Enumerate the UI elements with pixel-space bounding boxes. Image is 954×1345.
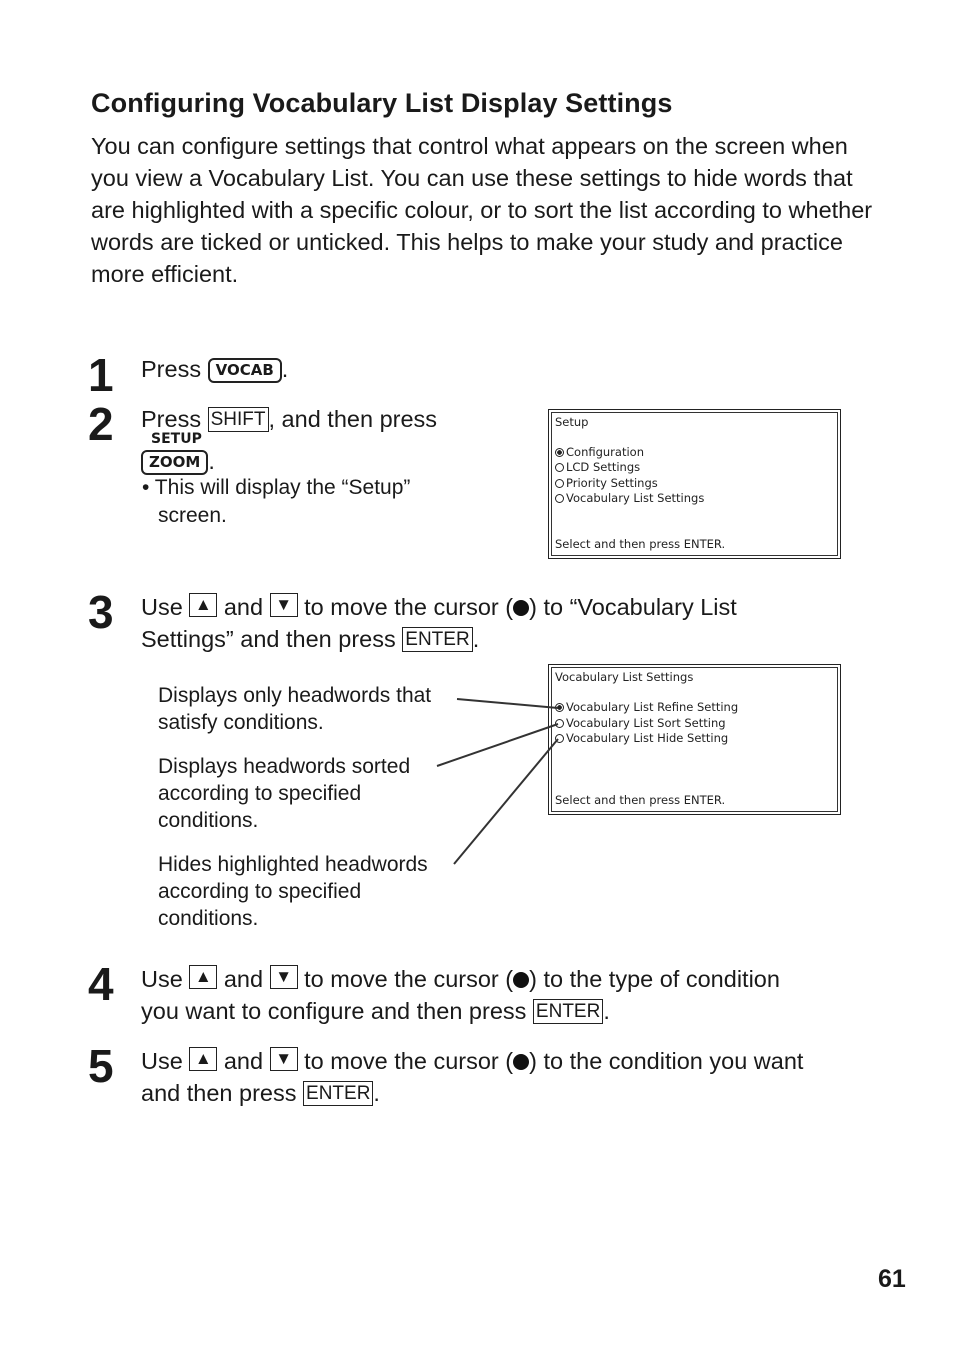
step-4-line-2 <box>141 995 610 1027</box>
vocab-screen-footer: Select and then press ENTER. <box>555 793 726 807</box>
vocab-item-label: Vocabulary List Refine Setting <box>566 700 739 714</box>
step-4-rest-2: ) to the type of condition <box>529 966 780 992</box>
page-number: 61 <box>878 1265 906 1293</box>
step-4-rest-1: to move the cursor ( <box>304 966 514 992</box>
intro-paragraph: You can configure settings that control what appears on the screen when you view a Vocabulary List. You can use these settings to hide words that are highlighted with a specific colour, or to sort the list according to whether words are ticked or unticked. This helps to make your study and practice more efficient. <box>91 133 873 287</box>
step-number-4: 4 <box>88 958 114 1010</box>
callout-hide-3: conditions. <box>158 907 259 930</box>
enter-key: ENTER <box>533 999 603 1024</box>
down-arrow-key-icon <box>270 1047 298 1071</box>
setup-screen-footer: Select and then press ENTER. <box>555 537 726 551</box>
enter-key: ENTER <box>402 627 472 652</box>
up-arrow-key-icon <box>189 965 217 989</box>
step-number-1: 1 <box>88 349 114 401</box>
step-5-line-1 <box>141 1045 803 1077</box>
callout-sort-1: Displays headwords sorted <box>158 755 411 778</box>
step-4-use: Use <box>141 966 183 992</box>
step-number-5: 5 <box>88 1040 114 1092</box>
page-title: Configuring Vocabulary List Display Settings <box>91 88 673 118</box>
down-arrow-glyph: ▼ <box>275 967 293 987</box>
callout-line-hide <box>454 739 558 864</box>
setup-screen-title: Setup <box>555 415 589 429</box>
step-3-rest-1: to move the cursor ( <box>304 594 514 620</box>
step-4-line-2-text: you want to configure and then press <box>141 998 527 1024</box>
step-1-end: . <box>281 356 289 382</box>
down-arrow-glyph: ▼ <box>275 595 293 615</box>
up-arrow-glyph: ▲ <box>194 1049 212 1069</box>
step-number-3: 3 <box>88 586 114 638</box>
shift-key: SHIFT <box>208 407 269 432</box>
setup-key-label: SETUP <box>151 431 202 447</box>
step-2-end: . <box>208 448 215 474</box>
zoom-key: ZOOM <box>141 450 208 475</box>
step-4-and: and <box>223 966 264 992</box>
callout-refine-2: satisfy conditions. <box>158 711 324 734</box>
step-5-line-2 <box>141 1077 380 1109</box>
cursor-dot-icon <box>513 972 529 988</box>
callout-line-refine <box>457 699 558 708</box>
callout-sort-3: conditions. <box>158 809 259 832</box>
step-1-press: Press <box>141 356 202 382</box>
setup-item-label: Configuration <box>566 445 644 459</box>
step-4-line-1 <box>141 963 780 995</box>
setup-item-label: LCD Settings <box>566 460 641 474</box>
callout-refine-1: Displays only headwords that <box>158 684 432 707</box>
setup-item-label: Priority Settings <box>566 476 658 490</box>
step-2-bullet-2: screen. <box>158 504 227 527</box>
step-3-rest-2: ) to “Vocabulary List <box>529 594 737 620</box>
step-5-line-2-text: and then press <box>141 1080 297 1106</box>
callout-sort-2: according to specified <box>158 782 362 805</box>
step-4-end: . <box>603 998 610 1024</box>
step-2-press: Press <box>141 406 202 432</box>
step-3-end: . <box>472 626 480 652</box>
enter-key: ENTER <box>303 1081 373 1106</box>
step-2-mid: , and then press <box>268 406 438 432</box>
cursor-dot-icon <box>513 1054 529 1070</box>
vocab-item-label: Vocabulary List Hide Setting <box>566 731 729 745</box>
up-arrow-glyph: ▲ <box>194 967 212 987</box>
step-5-end: . <box>373 1080 380 1106</box>
step-5-use: Use <box>141 1048 183 1074</box>
vocab-screen-title: Vocabulary List Settings <box>555 670 694 684</box>
up-arrow-key-icon <box>189 1047 217 1071</box>
step-3-use: Use <box>141 594 183 620</box>
vocab-item-label: Vocabulary List Sort Setting <box>566 716 726 730</box>
step-5-and: and <box>223 1048 264 1074</box>
callout-hide-1: Hides highlighted headwords <box>158 853 428 876</box>
step-2-bullet-1: • This will display the “Setup” <box>142 476 411 499</box>
step-number-2: 2 <box>88 398 114 450</box>
step-5-rest-1: to move the cursor ( <box>304 1048 514 1074</box>
step-5-rest-2: ) to the condition you want <box>529 1048 804 1074</box>
down-arrow-glyph: ▼ <box>275 1049 293 1069</box>
step-3-and: and <box>223 594 264 620</box>
down-arrow-key-icon <box>270 965 298 989</box>
step-3-line-2-text: Settings” and then press <box>141 626 396 652</box>
setup-item-label: Vocabulary List Settings <box>566 491 705 505</box>
callout-hide-2: according to specified <box>158 880 362 903</box>
up-arrow-glyph: ▲ <box>194 595 212 615</box>
vocab-key: VOCAB <box>208 358 282 383</box>
